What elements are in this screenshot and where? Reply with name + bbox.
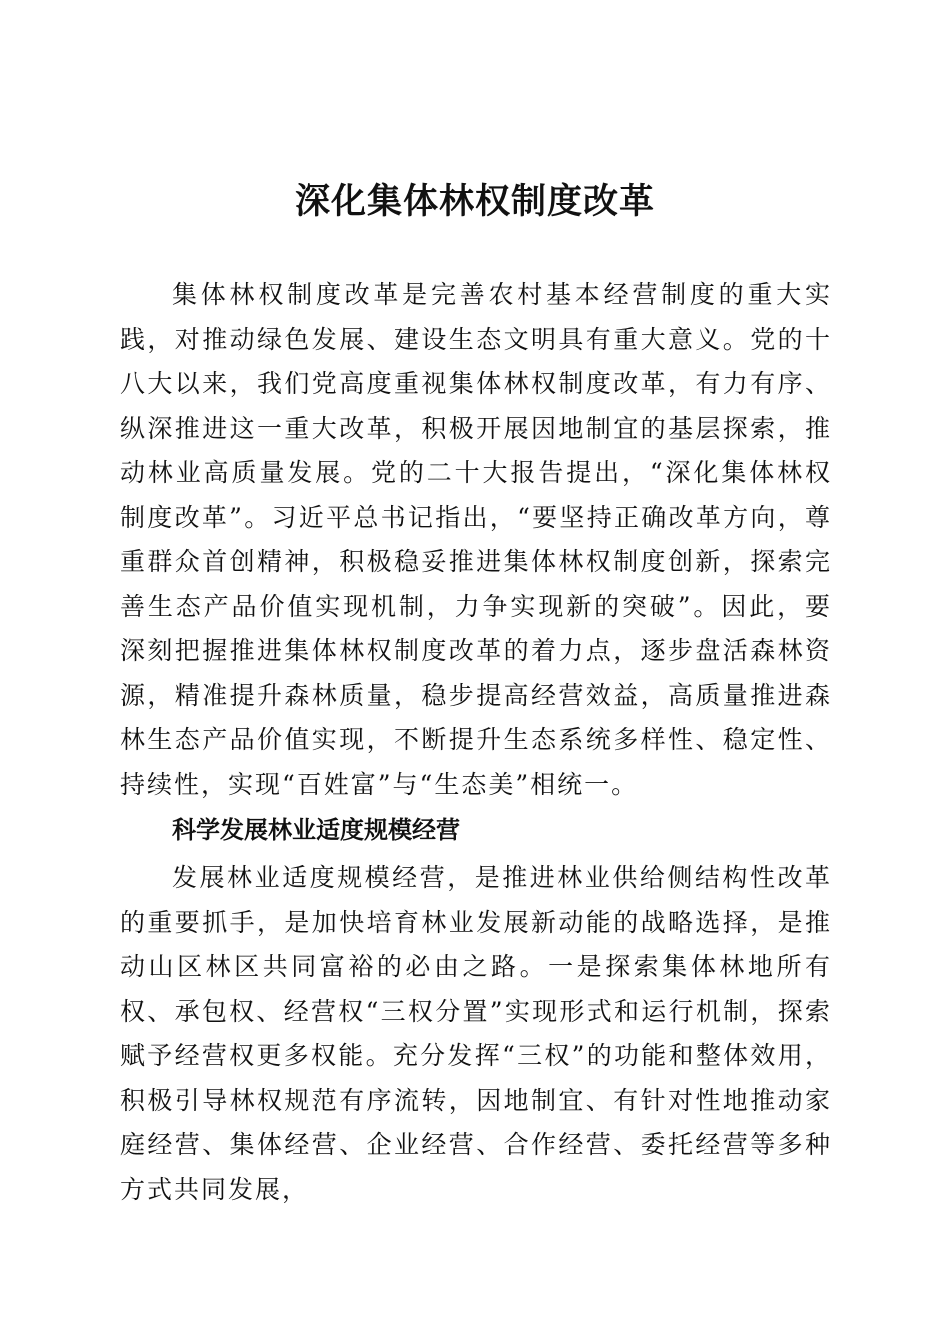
section-heading: 科学发展林业适度规模经营 — [172, 816, 460, 844]
section-paragraph: 发展林业适度规模经营，是推进林业供给侧结构性改革的重要抓手，是加快培育林业发展新动能的战略选择，是推动山区林区共同富裕的必由之路。一是探索集体林地所有权、承包权、经营权“三权分置”实现形式和运行机制，探索赋予经营权更多权能。充分发挥“三权”的功能和整体效用，积极引导林权规范有序流转，因地制宜、有针对性地推动家庭经营、集体经营、企业经营、合作经营、委托经营等多种方式共同发展， — [120, 863, 832, 1204]
document-title: 深化集体林权制度改革 — [294, 181, 655, 222]
intro-paragraph: 集体林权制度改革是完善农村基本经营制度的重大实践，对推动绿色发展、建设生态文明具有重大意义。党的十八大以来，我们党高度重视集体林权制度改革，有力有序、纵深推进这一重大改革，积极开展因地制宜的基层探索，推动林业高质量发展。党的二十大报告提出，“深化集体林权制度改革”。习近平总书记指出，“要坚持正确改革方向，尊重群众首创精神，积极稳妥推进集体林权制度创新，探索完善生态产品价值实现机制，力争实现新的突破”。因此，要深刻把握推进集体林权制度改革的着力点，逐步盘活森林资源，精准提升森林质量，稳步提高经营效益，高质量推进森林生态产品价值实现，不断提升生态系统多样性、稳定性、持续性，实现“百姓富”与“生态美”相统一。 — [120, 280, 832, 799]
